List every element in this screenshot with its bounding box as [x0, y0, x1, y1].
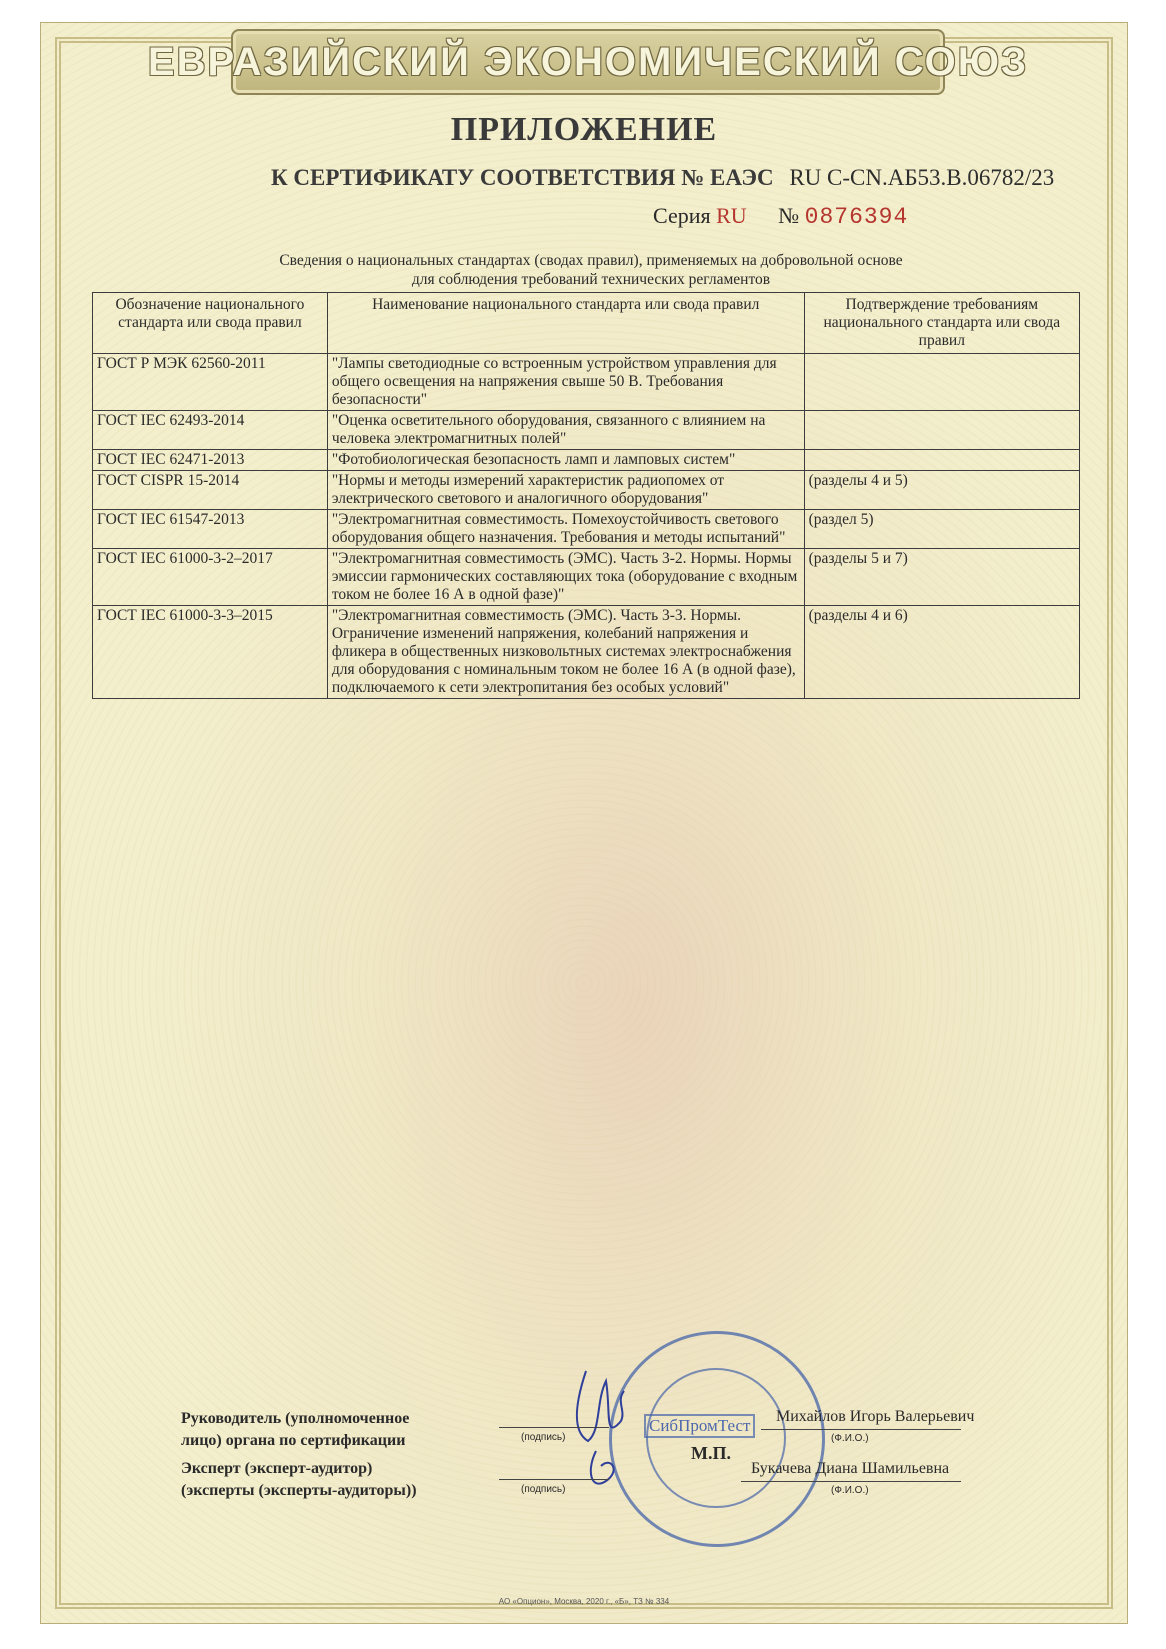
header-confirm: Подтверждение требованиям национального стандарта или свода правил — [804, 293, 1079, 354]
series-value: RU — [716, 203, 747, 228]
union-banner — [147, 29, 1029, 95]
table-row — [93, 606, 1080, 699]
cell-confirm: (разделы 4 и 6) — [804, 606, 1079, 699]
seal-stamp — [609, 1331, 825, 1547]
cell-name: "Оценка осветительного оборудования, связанного с влиянием на человека электромагнитных полей" — [327, 411, 804, 450]
cell-code: ГОСТ IEC 62493-2014 — [93, 411, 328, 450]
cell-code: ГОСТ Р МЭК 62560-2011 — [93, 354, 328, 411]
printer-footer: АО «Опцион», Москва, 2020 г., «Б», ТЗ № 334 — [498, 1597, 670, 1606]
standards-table — [92, 292, 1080, 699]
head-signature-line — [499, 1427, 609, 1428]
expert-signature-line — [499, 1479, 609, 1480]
cell-confirm — [804, 450, 1079, 471]
header-code: Обозначение национального стандарта или свода правил — [93, 293, 328, 354]
blank-no-label: № — [778, 203, 800, 228]
head-role — [181, 1408, 409, 1452]
head-name-line — [761, 1429, 961, 1430]
table-row — [93, 471, 1080, 510]
expert-role-line-1: Эксперт (эксперт-аудитор) — [181, 1460, 373, 1477]
stamp-org-name: СибПромТест — [644, 1414, 755, 1438]
table-row — [93, 354, 1080, 411]
cell-code: ГОСТ IEC 61000-3-3–2015 — [93, 606, 328, 699]
expert-name-line — [741, 1481, 961, 1482]
cell-confirm: (разделы 4 и 5) — [804, 471, 1079, 510]
banner-text: ЕВРАЗИЙСКИЙ ЭКОНОМИЧЕСКИЙ СОЮЗ — [147, 39, 1029, 84]
cell-name: "Лампы светодиодные со встроенным устройством управления для общего освещения на напряжения свыше 50 В. Требования безопасности" — [327, 354, 804, 411]
certificate-number: RU C-CN.АБ53.В.06782/23 — [789, 165, 1055, 190]
head-name: Михайлов Игорь Валерьевич — [776, 1408, 975, 1425]
cell-code: ГОСТ IEC 61547-2013 — [93, 510, 328, 549]
cell-confirm — [804, 411, 1079, 450]
cell-code: ГОСТ CISPR 15-2014 — [93, 471, 328, 510]
table-row — [93, 450, 1080, 471]
head-role-line-2: лицо) органа по сертификации — [181, 1432, 406, 1449]
blank-number: 0876394 — [804, 204, 909, 230]
cell-name: "Электромагнитная совместимость. Помехоустойчивость светового оборудования общего назначения. Требования и методы испытаний" — [327, 510, 804, 549]
table-row — [93, 549, 1080, 606]
mp-mark: М.П. — [691, 1443, 731, 1463]
series-label: Серия — [653, 203, 711, 228]
head-signature-caption: (подпись) — [521, 1432, 566, 1443]
table-row — [93, 411, 1080, 450]
cell-name: "Электромагнитная совместимость (ЭМС). Часть 3-3. Нормы. Ограничение изменений напряжения, колебаний напряжения и фликера в общественных низковольтных системах электроснабжения для оборудования с номинальным током не более 16 А (в одной фазе), подключаемого к сети электропитания без особых условий" — [327, 606, 804, 699]
expert-signature-caption: (подпись) — [521, 1484, 566, 1495]
intro-text — [181, 251, 1001, 289]
series-line — [653, 203, 908, 230]
certificate-number-line — [271, 165, 1054, 191]
head-role-line-1: Руководитель (уполномоченное — [181, 1410, 410, 1427]
intro-line-2: для соблюдения требований технических регламентов — [411, 271, 771, 288]
header-name: Наименование национального стандарта или свода правил — [327, 293, 804, 354]
expert-fio-caption: (Ф.И.О.) — [831, 1485, 869, 1496]
cell-code: ГОСТ IEC 62471-2013 — [93, 450, 328, 471]
expert-role — [181, 1458, 417, 1502]
table-header-row — [93, 293, 1080, 354]
cell-name: "Электромагнитная совместимость (ЭМС). Часть 3-2. Нормы. Нормы эмиссии гармонических составляющих тока (оборудование с входным током не более 16 А в одной фазе)" — [327, 549, 804, 606]
cell-code: ГОСТ IEC 61000-3-2–2017 — [93, 549, 328, 606]
cell-confirm: (раздел 5) — [804, 510, 1079, 549]
expert-role-line-2: (эксперты (эксперты-аудиторы)) — [181, 1482, 417, 1499]
cell-confirm — [804, 354, 1079, 411]
cell-name: "Фотобиологическая безопасность ламп и ламповых систем" — [327, 450, 804, 471]
certificate-sheet — [40, 22, 1128, 1624]
head-fio-caption: (Ф.И.О.) — [831, 1433, 869, 1444]
document-title: ПРИЛОЖЕНИЕ — [450, 111, 718, 148]
certificate-label: К СЕРТИФИКАТУ СООТВЕТСТВИЯ № ЕАЭС — [271, 165, 774, 190]
intro-line-1: Сведения о национальных стандартах (сводах правил), применяемых на добровольной основе — [279, 252, 903, 269]
expert-name: Букачева Диана Шамильевна — [751, 1460, 950, 1477]
handwritten-signature — [566, 1361, 636, 1511]
seal-inner-ring — [646, 1368, 786, 1508]
cell-confirm: (разделы 5 и 7) — [804, 549, 1079, 606]
table-row — [93, 510, 1080, 549]
cell-name: "Нормы и методы измерений характеристик радиопомех от электрического светового и аналогичного оборудования" — [327, 471, 804, 510]
